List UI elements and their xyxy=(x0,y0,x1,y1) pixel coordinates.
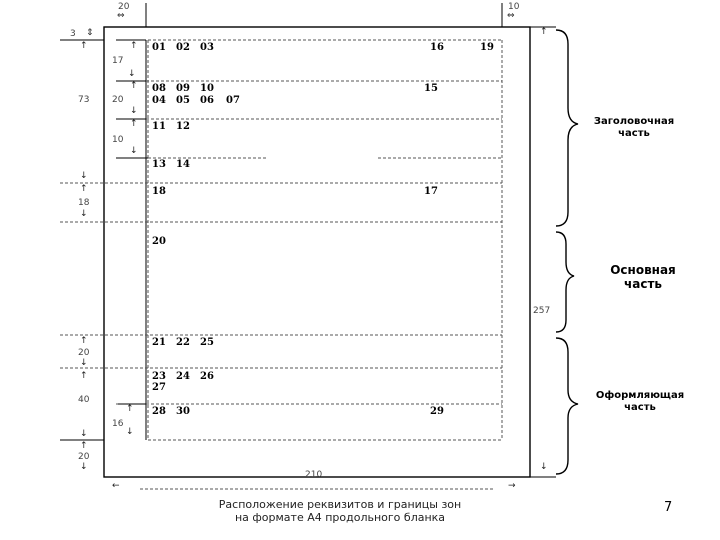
field-11: 11 xyxy=(152,121,166,132)
arrow-up-icon: ↑ xyxy=(540,27,548,37)
arrow-up-down-icon: ⇕ xyxy=(86,28,94,38)
brace-icon xyxy=(556,338,578,474)
brace-icon xyxy=(556,30,578,226)
field-18: 18 xyxy=(152,186,166,197)
field-04: 04 xyxy=(152,95,166,106)
field-30: 30 xyxy=(176,406,190,417)
arrow-up-icon: ↑ xyxy=(80,441,88,451)
arrow-up-icon: ↑ xyxy=(130,41,138,51)
dim-left-17: 17 xyxy=(112,56,124,66)
field-08: 08 xyxy=(152,83,166,94)
arrow-down-icon: ↓ xyxy=(540,462,548,472)
arrow-up-icon: ↑ xyxy=(80,41,88,51)
label-main-part: Основная часть xyxy=(610,263,676,291)
sheet-frame xyxy=(104,27,530,477)
arrow-up-icon: ↑ xyxy=(80,336,88,346)
brace-icon xyxy=(556,232,574,332)
field-23: 23 xyxy=(152,371,166,382)
field-26: 26 xyxy=(200,371,214,382)
arrow-up-icon: ↑ xyxy=(126,404,134,414)
dim-total-height: 257 xyxy=(533,306,551,316)
field-12: 12 xyxy=(176,121,190,132)
dim-top-band: 3 xyxy=(70,29,76,39)
dim-bottom-20b: 20 xyxy=(78,452,90,462)
arrow-right-icon: → xyxy=(508,481,516,491)
arrow-down-icon: ↓ xyxy=(80,171,88,181)
field-13: 13 xyxy=(152,159,166,170)
arrow-left-right-icon: ⇔ xyxy=(117,11,125,21)
dim-width: 210 xyxy=(305,470,323,480)
field-20: 20 xyxy=(152,236,166,247)
dim-top-margin: 20 xyxy=(118,2,130,12)
field-25: 25 xyxy=(200,337,214,348)
field-16: 16 xyxy=(430,42,444,53)
dim-bottom-40: 40 xyxy=(78,395,90,405)
field-24: 24 xyxy=(176,371,190,382)
page-number: 7 xyxy=(664,500,673,515)
dim-zone-18: 18 xyxy=(78,198,90,208)
arrow-down-icon: ↓ xyxy=(80,462,88,472)
field-09: 09 xyxy=(176,83,190,94)
dim-left-10: 10 xyxy=(112,135,124,145)
field-29: 29 xyxy=(430,406,444,417)
field-15: 15 xyxy=(424,83,438,94)
dim-bottom-20a: 20 xyxy=(78,348,90,358)
label-footer-part: Оформляющая часть xyxy=(595,390,685,413)
arrow-down-icon: ↓ xyxy=(128,69,136,79)
arrow-down-icon: ↓ xyxy=(130,146,138,156)
arrow-down-icon: ↓ xyxy=(80,358,88,368)
dim-header-height: 73 xyxy=(78,95,90,105)
field-14: 14 xyxy=(176,159,190,170)
arrow-left-icon: ← xyxy=(112,481,120,491)
label-header-part: Заголовочная часть xyxy=(593,116,675,139)
field-02: 02 xyxy=(176,42,190,53)
figure-caption: Расположение реквизитов и границы зон на формате А4 продольного бланка xyxy=(218,498,462,525)
field-01: 01 xyxy=(152,42,166,53)
field-27: 27 xyxy=(152,382,166,393)
field-06: 06 xyxy=(200,95,214,106)
arrow-down-icon: ↓ xyxy=(126,427,134,437)
field-07: 07 xyxy=(226,95,240,106)
field-19: 19 xyxy=(480,42,494,53)
field-17: 17 xyxy=(424,186,438,197)
field-21: 21 xyxy=(152,337,166,348)
field-22: 22 xyxy=(176,337,190,348)
field-10: 10 xyxy=(200,83,214,94)
dim-left-20: 20 xyxy=(112,95,124,105)
field-03: 03 xyxy=(200,42,214,53)
field-28: 28 xyxy=(152,406,166,417)
arrow-down-icon: ↓ xyxy=(130,106,138,116)
dim-bottom-16: 16 xyxy=(112,419,124,429)
dim-right-margin: 10 xyxy=(508,2,520,12)
arrow-up-icon: ↑ xyxy=(130,119,138,129)
arrow-up-icon: ↑ xyxy=(130,81,138,91)
arrow-left-right-icon: ⇔ xyxy=(507,11,515,21)
field-05: 05 xyxy=(176,95,190,106)
arrow-up-icon: ↑ xyxy=(80,371,88,381)
arrow-up-icon: ↑ xyxy=(80,184,88,194)
arrow-down-icon: ↓ xyxy=(80,429,88,439)
arrow-down-icon: ↓ xyxy=(80,209,88,219)
